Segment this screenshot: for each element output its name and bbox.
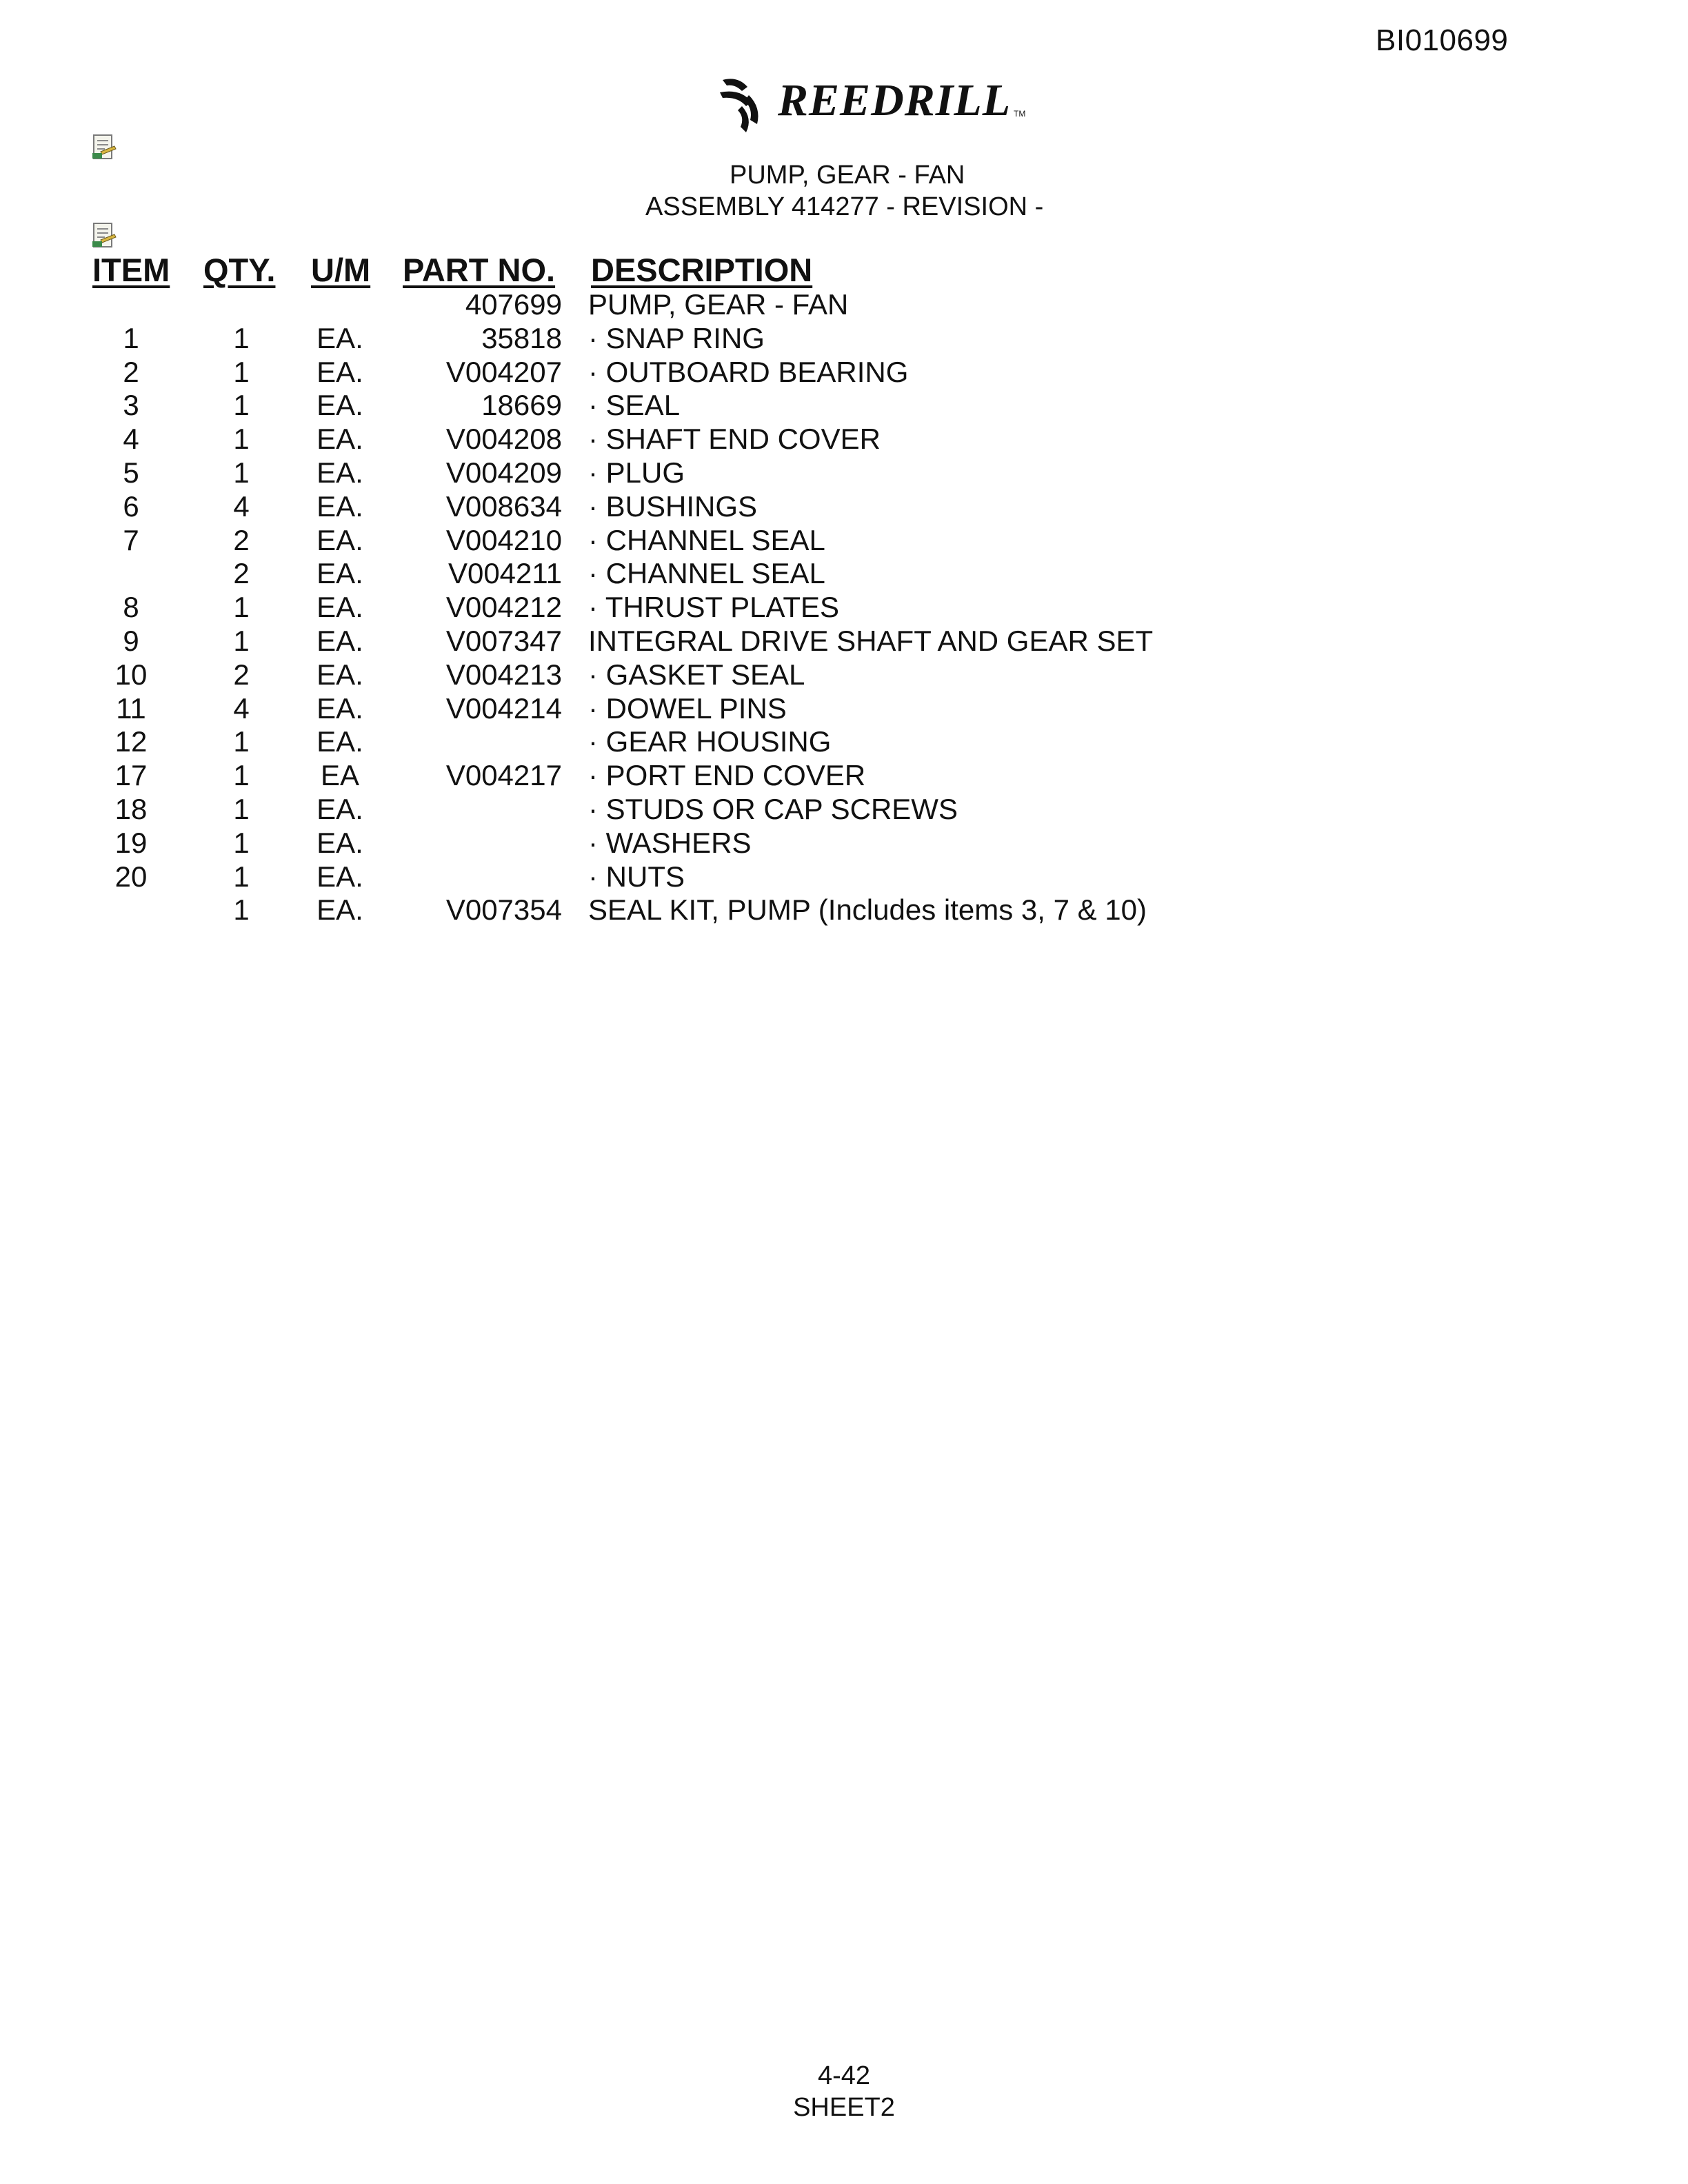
drill-bit-icon: [717, 74, 772, 136]
row-quantity: 1: [233, 759, 250, 792]
table-row: [0, 860, 1688, 894]
row-part-number: 18669: [481, 389, 562, 422]
row-quantity: 1: [233, 321, 250, 354]
row-item-number: 20: [114, 860, 148, 893]
logo-wordmark: REEDRILL: [778, 75, 1012, 125]
table-row: [0, 524, 1688, 558]
row-unit: EA.: [316, 557, 363, 590]
table-row: [0, 389, 1688, 423]
row-item-number: 1: [123, 321, 139, 354]
row-description: · PLUG: [588, 456, 685, 489]
table-row: [0, 423, 1688, 456]
row-description: · SEAL: [588, 389, 681, 422]
row-part-number: V004214: [445, 691, 562, 725]
row-unit: EA.: [316, 658, 363, 691]
row-part-number: V007354: [445, 893, 562, 927]
row-unit: EA.: [316, 389, 363, 422]
row-item-number: 19: [114, 826, 148, 859]
column-header-description: DESCRIPTION: [591, 252, 813, 288]
table-row: [0, 759, 1688, 793]
row-description: · NUTS: [588, 860, 685, 893]
row-unit: EA.: [316, 355, 363, 388]
row-unit: EA.: [316, 489, 363, 523]
document-id: BI010699: [1376, 23, 1509, 57]
row-quantity: 1: [233, 725, 250, 758]
row-item-number: 9: [123, 624, 139, 657]
row-item-number: 3: [123, 389, 139, 422]
row-unit: EA.: [316, 523, 363, 556]
row-quantity: 1: [233, 792, 250, 825]
note-icon[interactable]: [91, 134, 117, 161]
row-description: · DOWEL PINS: [588, 691, 787, 725]
table-row: [0, 356, 1688, 390]
row-unit: EA: [320, 759, 360, 792]
row-description: · WASHERS: [588, 826, 752, 859]
row-description: PUMP, GEAR - FAN: [588, 288, 849, 321]
row-unit: EA.: [316, 792, 363, 825]
row-description: · OUTBOARD BEARING: [588, 355, 909, 388]
row-item-number: 12: [114, 725, 148, 758]
row-unit: EA.: [316, 591, 363, 624]
table-row: [0, 658, 1688, 692]
table-row: [0, 725, 1688, 759]
row-quantity: 2: [233, 523, 250, 556]
page-number: 4-42: [817, 2061, 871, 2090]
row-description: · SHAFT END COVER: [588, 423, 881, 456]
row-part-number: V007347: [445, 624, 562, 657]
table-row: [0, 288, 1688, 322]
row-part-number: V004208: [445, 423, 562, 456]
row-quantity: 1: [233, 389, 250, 422]
row-quantity: 4: [233, 691, 250, 725]
row-quantity: 1: [233, 423, 250, 456]
table-row: [0, 827, 1688, 860]
column-header-qty: QTY.: [203, 252, 276, 288]
column-header-um: U/M: [311, 252, 371, 288]
row-description: · GASKET SEAL: [588, 658, 805, 691]
row-item-number: 18: [114, 792, 148, 825]
row-description: · BUSHINGS: [588, 489, 758, 523]
title-line-2: ASSEMBLY 414277 - REVISION -: [645, 192, 1044, 221]
row-quantity: 1: [233, 893, 250, 927]
table-row: [0, 322, 1688, 356]
row-quantity: 1: [233, 826, 250, 859]
sheet-label: SHEET2: [793, 2093, 895, 2122]
row-item-number: 6: [123, 489, 139, 523]
row-quantity: 1: [233, 591, 250, 624]
row-unit: EA.: [316, 624, 363, 657]
row-unit: EA.: [316, 826, 363, 859]
table-row: [0, 793, 1688, 827]
row-part-number: 407699: [465, 288, 562, 321]
table-row: [0, 591, 1688, 625]
row-part-number: V004217: [445, 759, 562, 792]
row-unit: EA.: [316, 423, 363, 456]
row-description: · THRUST PLATES: [588, 591, 840, 624]
row-item-number: 8: [123, 591, 139, 624]
reedrill-logo: [717, 74, 1034, 136]
table-row: [0, 625, 1688, 658]
row-quantity: 1: [233, 355, 250, 388]
table-row: [0, 490, 1688, 524]
row-unit: EA.: [316, 691, 363, 725]
row-quantity: 1: [233, 624, 250, 657]
row-item-number: 5: [123, 456, 139, 489]
row-part-number: V004207: [445, 355, 562, 388]
row-part-number: V004210: [445, 523, 562, 556]
parts-table-body: [0, 288, 1688, 927]
row-item-number: 7: [123, 523, 139, 556]
table-row: [0, 456, 1688, 490]
column-header-part-no: PART NO.: [403, 252, 556, 288]
row-description: · CHANNEL SEAL: [588, 557, 825, 590]
logo-trademark: TM: [1014, 109, 1026, 119]
row-unit: EA.: [316, 860, 363, 893]
row-quantity: 1: [233, 456, 250, 489]
table-row: [0, 893, 1688, 927]
row-part-number: 35818: [481, 321, 562, 354]
row-part-number: V004212: [445, 591, 562, 624]
row-item-number: 10: [114, 658, 148, 691]
row-part-number: V004213: [445, 658, 562, 691]
row-description: · STUDS OR CAP SCREWS: [588, 792, 958, 825]
row-unit: EA.: [316, 725, 363, 758]
row-quantity: 4: [233, 489, 250, 523]
row-unit: EA.: [316, 456, 363, 489]
row-unit: EA.: [316, 893, 363, 927]
row-description: SEAL KIT, PUMP (Includes items 3, 7 & 10): [588, 893, 1147, 927]
row-item-number: 2: [123, 355, 139, 388]
row-part-number: V008634: [445, 489, 562, 523]
row-part-number: V004209: [445, 456, 562, 489]
row-description: INTEGRAL DRIVE SHAFT AND GEAR SET: [588, 624, 1154, 657]
row-item-number: 4: [123, 423, 139, 456]
title-line-1: PUMP, GEAR - FAN: [730, 161, 965, 190]
row-item-number: 11: [116, 691, 146, 725]
row-quantity: 2: [233, 557, 250, 590]
row-item-number: 17: [114, 759, 148, 792]
row-description: · CHANNEL SEAL: [588, 523, 825, 556]
note-icon[interactable]: [91, 222, 117, 250]
row-description: · SNAP RING: [588, 321, 765, 354]
row-description: · GEAR HOUSING: [588, 725, 832, 758]
row-description: · PORT END COVER: [588, 759, 866, 792]
row-quantity: 1: [233, 860, 250, 893]
row-quantity: 2: [233, 658, 250, 691]
table-row: [0, 692, 1688, 726]
column-header-item: ITEM: [92, 252, 170, 288]
row-part-number: V004211: [448, 557, 562, 590]
row-unit: EA.: [316, 321, 363, 354]
table-row: [0, 557, 1688, 591]
